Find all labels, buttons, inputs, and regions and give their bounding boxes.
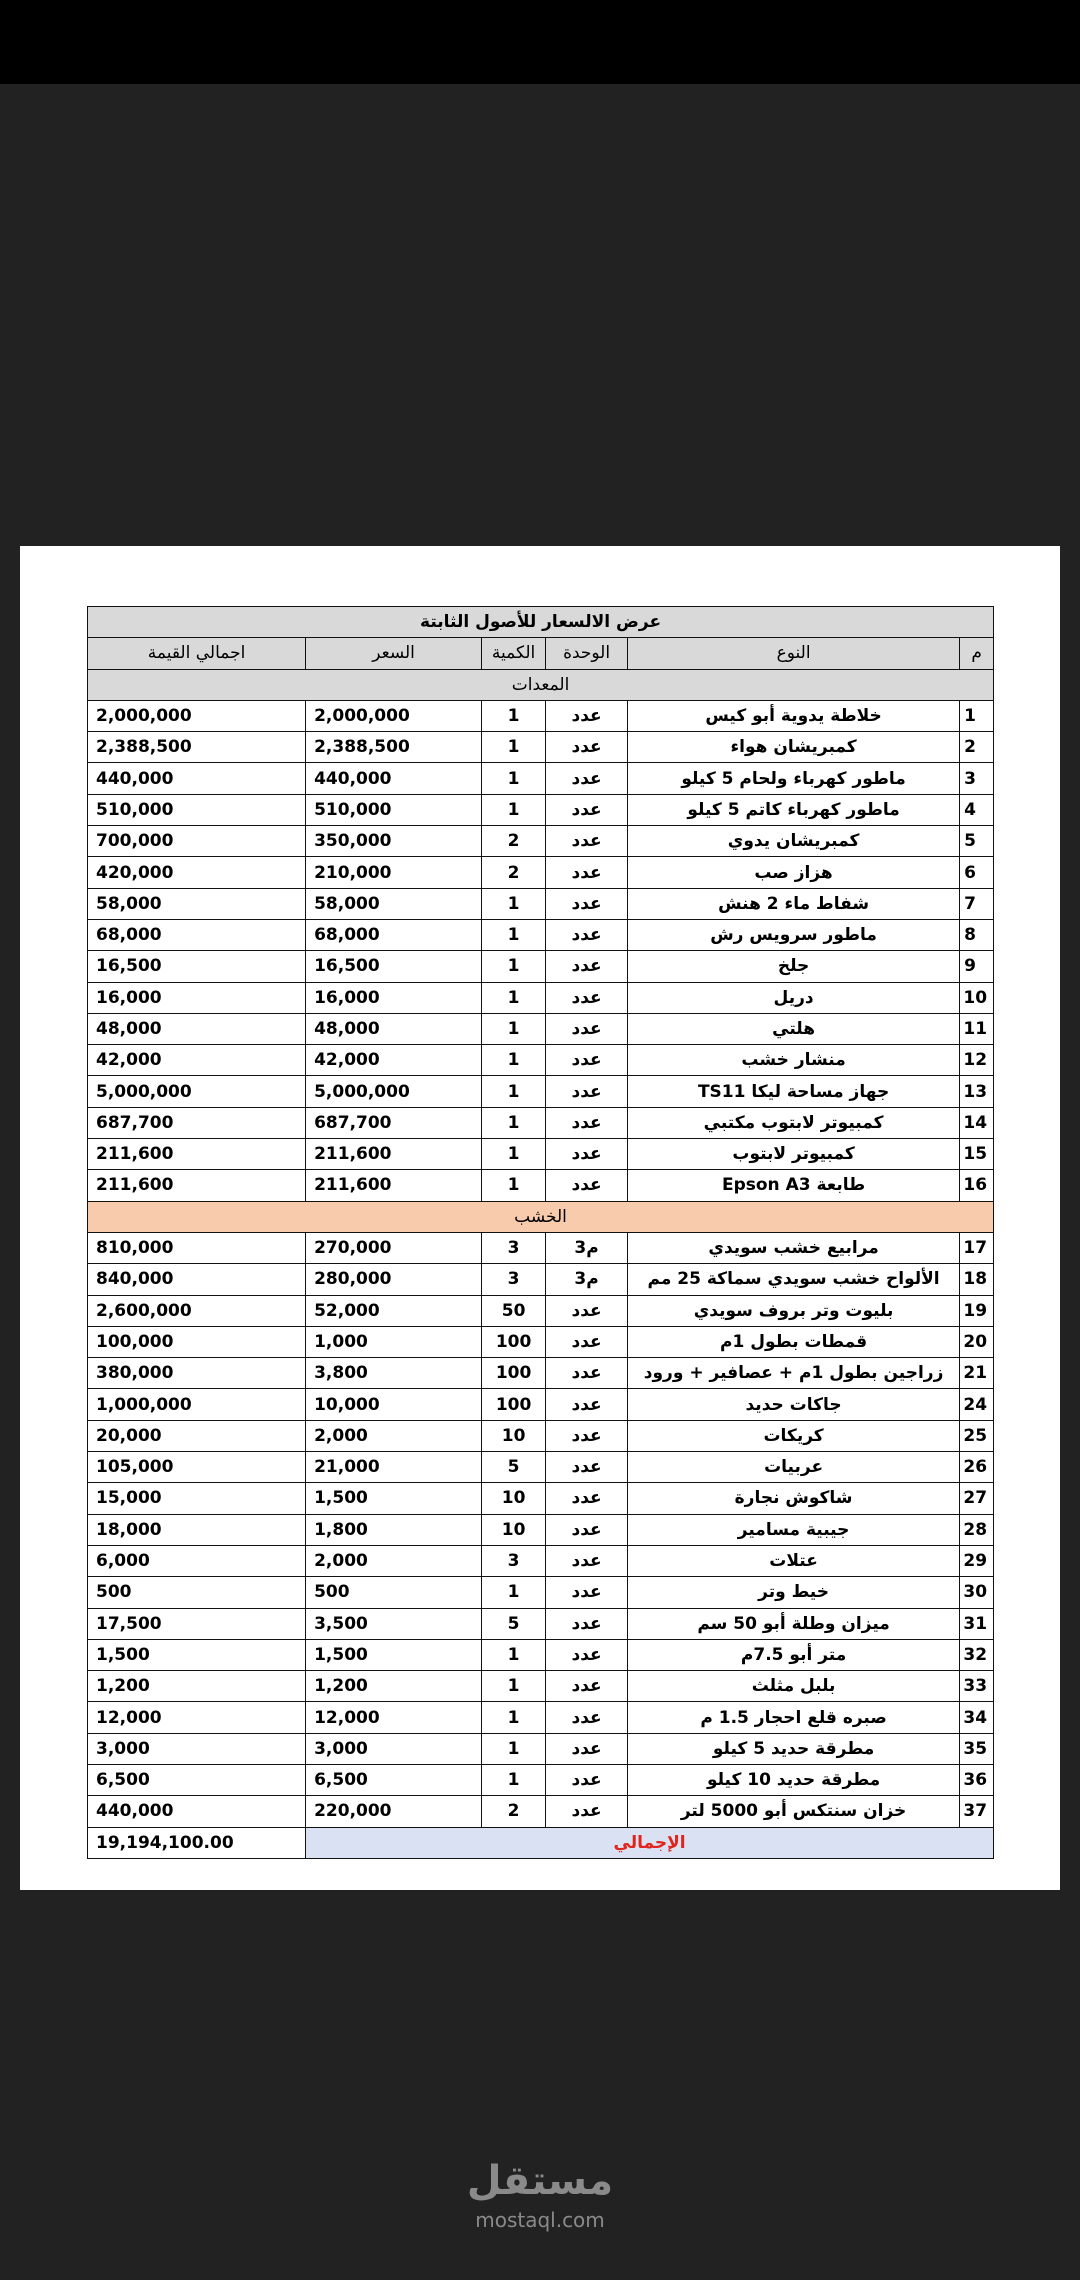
table-row — [88, 1608, 994, 1639]
row-price: 52,000 — [306, 1295, 482, 1326]
table-row — [88, 1420, 994, 1451]
row-total: 2,600,000 — [88, 1295, 306, 1326]
table-row — [88, 857, 994, 888]
row-total: 1,200 — [88, 1671, 306, 1702]
row-quantity: 1 — [482, 763, 546, 794]
section-title: المعدات — [88, 669, 994, 700]
row-index: 17 — [960, 1232, 994, 1263]
row-quantity: 10 — [482, 1483, 546, 1514]
row-type: قمطات بطول 1م — [628, 1326, 960, 1357]
table-row — [88, 982, 994, 1013]
row-index: 20 — [960, 1326, 994, 1357]
row-unit: عدد — [546, 1671, 628, 1702]
row-type: شاكوش نجارة — [628, 1483, 960, 1514]
header-quantity: الكمية — [482, 638, 546, 669]
row-unit: عدد — [546, 1045, 628, 1076]
row-unit: عدد — [546, 794, 628, 825]
row-unit: عدد — [546, 1514, 628, 1545]
row-type: كمبريشان يدوي — [628, 826, 960, 857]
row-unit: عدد — [546, 1389, 628, 1420]
row-type: طابعة Epson A3 — [628, 1170, 960, 1201]
row-total: 18,000 — [88, 1514, 306, 1545]
table-row — [88, 951, 994, 982]
row-type: شفاط ماء 2 هنش — [628, 888, 960, 919]
row-quantity: 1 — [482, 919, 546, 950]
row-unit: عدد — [546, 1326, 628, 1357]
row-quantity: 1 — [482, 794, 546, 825]
grand-total-label: الإجمالي — [306, 1827, 994, 1858]
row-type: ماطور كهرباء كاتم 5 كيلو — [628, 794, 960, 825]
row-unit: عدد — [546, 857, 628, 888]
row-quantity: 100 — [482, 1358, 546, 1389]
row-index: 15 — [960, 1139, 994, 1170]
row-total: 420,000 — [88, 857, 306, 888]
row-quantity: 100 — [482, 1326, 546, 1357]
row-index: 10 — [960, 982, 994, 1013]
row-total: 16,500 — [88, 951, 306, 982]
row-unit: م3 — [546, 1264, 628, 1295]
row-index: 18 — [960, 1264, 994, 1295]
row-index: 9 — [960, 951, 994, 982]
row-type: ماطور كهرباء ولحام 5 كيلو — [628, 763, 960, 794]
row-type: بلبل مثلث — [628, 1671, 960, 1702]
row-type: دريل — [628, 982, 960, 1013]
row-price: 3,500 — [306, 1608, 482, 1639]
row-total: 687,700 — [88, 1107, 306, 1138]
row-price: 3,000 — [306, 1733, 482, 1764]
row-unit: عدد — [546, 1545, 628, 1576]
row-quantity: 1 — [482, 1764, 546, 1795]
row-quantity: 5 — [482, 1608, 546, 1639]
row-price: 5,000,000 — [306, 1076, 482, 1107]
table-row — [88, 1545, 994, 1576]
row-type: كريكات — [628, 1420, 960, 1451]
row-total: 500 — [88, 1577, 306, 1608]
row-index: 8 — [960, 919, 994, 950]
row-price: 350,000 — [306, 826, 482, 857]
row-unit: عدد — [546, 826, 628, 857]
row-index: 34 — [960, 1702, 994, 1733]
row-type: عربيات — [628, 1452, 960, 1483]
row-index: 14 — [960, 1107, 994, 1138]
header-index: م — [960, 638, 994, 669]
row-type: جيبية مسامير — [628, 1514, 960, 1545]
row-index: 26 — [960, 1452, 994, 1483]
row-total: 68,000 — [88, 919, 306, 950]
table-row — [88, 1326, 994, 1357]
row-total: 5,000,000 — [88, 1076, 306, 1107]
row-type: متر أبو 7.5م — [628, 1639, 960, 1670]
section-title: الخشب — [88, 1201, 994, 1232]
row-index: 37 — [960, 1796, 994, 1827]
table-row — [88, 1671, 994, 1702]
row-index: 6 — [960, 857, 994, 888]
row-type: ميزان وطلة أبو 50 سم — [628, 1608, 960, 1639]
row-index: 19 — [960, 1295, 994, 1326]
section-row — [88, 1201, 994, 1232]
row-price: 270,000 — [306, 1232, 482, 1263]
row-price: 48,000 — [306, 1013, 482, 1044]
table-row — [88, 1639, 994, 1670]
row-type: بليوت وتر بروف سويدي — [628, 1295, 960, 1326]
row-unit: عدد — [546, 1107, 628, 1138]
row-price: 687,700 — [306, 1107, 482, 1138]
row-unit: عدد — [546, 1577, 628, 1608]
table-row — [88, 1264, 994, 1295]
row-total: 6,000 — [88, 1545, 306, 1576]
row-index: 3 — [960, 763, 994, 794]
row-type: ماطور سرويس رش — [628, 919, 960, 950]
row-type: جلخ — [628, 951, 960, 982]
row-total: 48,000 — [88, 1013, 306, 1044]
table-row — [88, 1452, 994, 1483]
row-total: 510,000 — [88, 794, 306, 825]
table-row — [88, 763, 994, 794]
row-type: خيط وتر — [628, 1577, 960, 1608]
price-table — [87, 606, 994, 1859]
table-row — [88, 1577, 994, 1608]
mostaql-logo-text: مستقل — [466, 2158, 614, 2204]
row-unit: عدد — [546, 919, 628, 950]
row-unit: عدد — [546, 1764, 628, 1795]
table-row — [88, 794, 994, 825]
row-price: 68,000 — [306, 919, 482, 950]
table-row — [88, 1764, 994, 1795]
row-type: هزاز صب — [628, 857, 960, 888]
row-total: 6,500 — [88, 1764, 306, 1795]
row-price: 21,000 — [306, 1452, 482, 1483]
table-row — [88, 700, 994, 731]
row-total: 3,000 — [88, 1733, 306, 1764]
row-index: 16 — [960, 1170, 994, 1201]
row-index: 25 — [960, 1420, 994, 1451]
row-quantity: 1 — [482, 1577, 546, 1608]
row-price: 16,500 — [306, 951, 482, 982]
row-quantity: 1 — [482, 982, 546, 1013]
row-unit: عدد — [546, 1013, 628, 1044]
table-row — [88, 1514, 994, 1545]
row-total: 1,000,000 — [88, 1389, 306, 1420]
row-quantity: 2 — [482, 857, 546, 888]
row-total: 810,000 — [88, 1232, 306, 1263]
table-header-row — [88, 638, 994, 669]
row-total: 700,000 — [88, 826, 306, 857]
row-index: 11 — [960, 1013, 994, 1044]
table-row — [88, 826, 994, 857]
row-type: صبره قلع احجار 1.5 م — [628, 1702, 960, 1733]
row-unit: عدد — [546, 982, 628, 1013]
table-row — [88, 1358, 994, 1389]
row-price: 280,000 — [306, 1264, 482, 1295]
row-total: 211,600 — [88, 1139, 306, 1170]
row-type: منشار خشب — [628, 1045, 960, 1076]
row-quantity: 2 — [482, 1796, 546, 1827]
row-price: 1,800 — [306, 1514, 482, 1545]
row-quantity: 5 — [482, 1452, 546, 1483]
row-type: جهاز مساحة ليكا TS11 — [628, 1076, 960, 1107]
row-type: خلاطة يدوية أبو كيس — [628, 700, 960, 731]
row-unit: عدد — [546, 1452, 628, 1483]
row-price: 1,500 — [306, 1483, 482, 1514]
row-price: 211,600 — [306, 1170, 482, 1201]
row-price: 211,600 — [306, 1139, 482, 1170]
row-price: 6,500 — [306, 1764, 482, 1795]
row-quantity: 2 — [482, 826, 546, 857]
table-row — [88, 1013, 994, 1044]
row-type: جاكات حديد — [628, 1389, 960, 1420]
table-row — [88, 1389, 994, 1420]
row-quantity: 1 — [482, 1733, 546, 1764]
row-total: 20,000 — [88, 1420, 306, 1451]
row-price: 2,000,000 — [306, 700, 482, 731]
section-row — [88, 669, 994, 700]
row-type: عتلات — [628, 1545, 960, 1576]
row-index: 30 — [960, 1577, 994, 1608]
row-quantity: 1 — [482, 1639, 546, 1670]
row-quantity: 1 — [482, 700, 546, 731]
table-row — [88, 1139, 994, 1170]
row-price: 2,000 — [306, 1420, 482, 1451]
table-row — [88, 732, 994, 763]
header-type: النوع — [628, 638, 960, 669]
row-unit: عدد — [546, 732, 628, 763]
row-type: الألواح خشب سويدي سماكة 25 مم — [628, 1264, 960, 1295]
row-total: 15,000 — [88, 1483, 306, 1514]
table-row — [88, 1796, 994, 1827]
row-total: 100,000 — [88, 1326, 306, 1357]
table-title: عرض الالسعار للأصول الثابتة — [88, 607, 994, 638]
row-type: مطرقة حديد 10 كيلو — [628, 1764, 960, 1795]
row-unit: عدد — [546, 1608, 628, 1639]
mostaql-logo-url: mostaql.com — [475, 2208, 605, 2232]
row-index: 12 — [960, 1045, 994, 1076]
row-type: خزان سنتكس أبو 5000 لتر — [628, 1796, 960, 1827]
row-unit: عدد — [546, 1796, 628, 1827]
row-unit: عدد — [546, 1358, 628, 1389]
row-index: 24 — [960, 1389, 994, 1420]
row-unit: عدد — [546, 1420, 628, 1451]
row-total: 12,000 — [88, 1702, 306, 1733]
row-unit: عدد — [546, 1702, 628, 1733]
row-quantity: 1 — [482, 1671, 546, 1702]
row-price: 220,000 — [306, 1796, 482, 1827]
row-price: 16,000 — [306, 982, 482, 1013]
row-quantity: 3 — [482, 1264, 546, 1295]
row-quantity: 3 — [482, 1545, 546, 1576]
row-type: هلتي — [628, 1013, 960, 1044]
row-index: 27 — [960, 1483, 994, 1514]
row-unit: عدد — [546, 1295, 628, 1326]
table-row — [88, 1702, 994, 1733]
row-unit: عدد — [546, 1170, 628, 1201]
row-type: مطرقة حديد 5 كيلو — [628, 1733, 960, 1764]
row-price: 440,000 — [306, 763, 482, 794]
table-row — [88, 1045, 994, 1076]
row-quantity: 10 — [482, 1420, 546, 1451]
row-price: 1,000 — [306, 1326, 482, 1357]
row-price: 210,000 — [306, 857, 482, 888]
grand-total-row — [88, 1827, 994, 1858]
row-type: كمبريشان هواء — [628, 732, 960, 763]
row-unit: عدد — [546, 1139, 628, 1170]
table-title-row — [88, 607, 994, 638]
row-total: 58,000 — [88, 888, 306, 919]
row-price: 2,000 — [306, 1545, 482, 1576]
row-quantity: 1 — [482, 1107, 546, 1138]
row-index: 31 — [960, 1608, 994, 1639]
row-index: 32 — [960, 1639, 994, 1670]
table-row — [88, 919, 994, 950]
row-price: 510,000 — [306, 794, 482, 825]
table-row — [88, 1170, 994, 1201]
row-price: 1,200 — [306, 1671, 482, 1702]
row-total: 17,500 — [88, 1608, 306, 1639]
grand-total-value: 19,194,100.00 — [88, 1827, 306, 1858]
row-quantity: 100 — [482, 1389, 546, 1420]
header-total: اجمالي القيمة — [88, 638, 306, 669]
row-quantity: 1 — [482, 1139, 546, 1170]
row-type: زراجين بطول 1م + عصافير + ورود — [628, 1358, 960, 1389]
row-total: 42,000 — [88, 1045, 306, 1076]
row-unit: عدد — [546, 951, 628, 982]
row-unit: عدد — [546, 1483, 628, 1514]
row-total: 440,000 — [88, 1796, 306, 1827]
row-type: مرابيع خشب سويدي — [628, 1232, 960, 1263]
row-price: 1,500 — [306, 1639, 482, 1670]
row-unit: عدد — [546, 700, 628, 731]
table-row — [88, 888, 994, 919]
row-index: 13 — [960, 1076, 994, 1107]
row-unit: عدد — [546, 888, 628, 919]
status-bar — [0, 0, 1080, 84]
row-price: 10,000 — [306, 1389, 482, 1420]
table-row — [88, 1733, 994, 1764]
row-quantity: 1 — [482, 951, 546, 982]
row-quantity: 3 — [482, 1232, 546, 1263]
row-quantity: 1 — [482, 1076, 546, 1107]
row-price: 12,000 — [306, 1702, 482, 1733]
row-quantity: 1 — [482, 1170, 546, 1201]
row-unit: م3 — [546, 1232, 628, 1263]
row-unit: عدد — [546, 1639, 628, 1670]
row-price: 2,388,500 — [306, 732, 482, 763]
row-type: كمبيوتر لابتوب — [628, 1139, 960, 1170]
row-index: 36 — [960, 1764, 994, 1795]
row-price: 3,800 — [306, 1358, 482, 1389]
row-price: 500 — [306, 1577, 482, 1608]
row-index: 2 — [960, 732, 994, 763]
row-index: 4 — [960, 794, 994, 825]
document-sheet — [20, 546, 1060, 1890]
table-row — [88, 1483, 994, 1514]
row-index: 35 — [960, 1733, 994, 1764]
row-index: 33 — [960, 1671, 994, 1702]
row-unit: عدد — [546, 1076, 628, 1107]
row-price: 58,000 — [306, 888, 482, 919]
row-quantity: 1 — [482, 732, 546, 763]
table-row — [88, 1107, 994, 1138]
row-total: 440,000 — [88, 763, 306, 794]
row-index: 5 — [960, 826, 994, 857]
row-quantity: 1 — [482, 888, 546, 919]
header-unit: الوحدة — [546, 638, 628, 669]
row-index: 29 — [960, 1545, 994, 1576]
row-total: 1,500 — [88, 1639, 306, 1670]
row-total: 16,000 — [88, 982, 306, 1013]
row-total: 840,000 — [88, 1264, 306, 1295]
row-total: 105,000 — [88, 1452, 306, 1483]
row-unit: عدد — [546, 763, 628, 794]
row-total: 2,388,500 — [88, 732, 306, 763]
row-index: 1 — [960, 700, 994, 731]
row-unit: عدد — [546, 1733, 628, 1764]
row-total: 2,000,000 — [88, 700, 306, 731]
row-price: 42,000 — [306, 1045, 482, 1076]
row-index: 28 — [960, 1514, 994, 1545]
row-quantity: 1 — [482, 1045, 546, 1076]
row-type: كمبيوتر لابتوب مكتبي — [628, 1107, 960, 1138]
table-row — [88, 1076, 994, 1107]
row-quantity: 50 — [482, 1295, 546, 1326]
row-index: 21 — [960, 1358, 994, 1389]
row-quantity: 10 — [482, 1514, 546, 1545]
row-quantity: 1 — [482, 1702, 546, 1733]
row-total: 380,000 — [88, 1358, 306, 1389]
table-row — [88, 1232, 994, 1263]
header-price: السعر — [306, 638, 482, 669]
table-row — [88, 1295, 994, 1326]
row-index: 7 — [960, 888, 994, 919]
row-total: 211,600 — [88, 1170, 306, 1201]
row-quantity: 1 — [482, 1013, 546, 1044]
